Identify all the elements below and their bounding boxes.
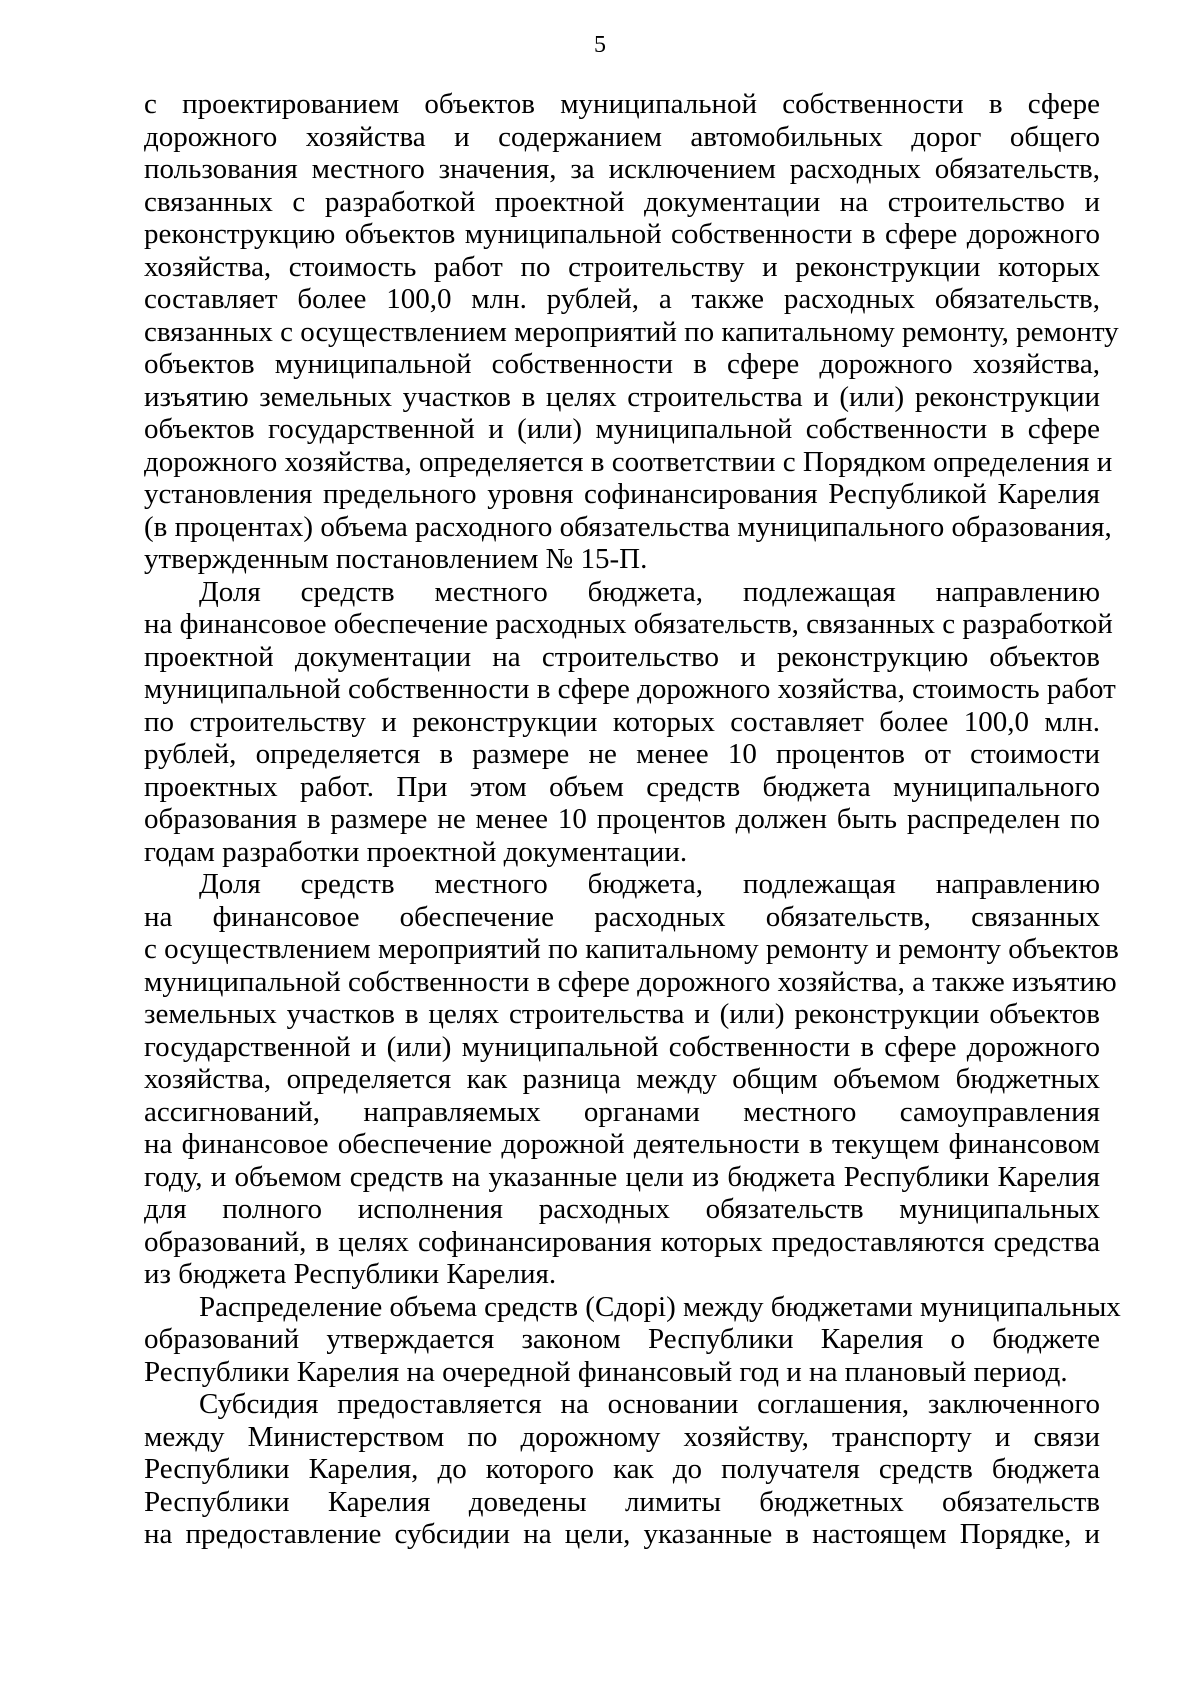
- text-line: Распределение объема средств (Сдорi) между бюджетами муниципальных: [199, 1290, 1121, 1323]
- text-line: муниципальной собственности в сфере дорожного хозяйства, а также изъятию: [144, 965, 1117, 998]
- paragraph-4: [144, 1290, 1121, 1389]
- text-line: образования в размере не менее 10 процентов должен быть распределен по: [144, 803, 1100, 835]
- text-line: дорожного хозяйства и содержанием автомобильных дорог общего: [144, 120, 1100, 153]
- text-line: хозяйства, стоимость работ по строительству и реконструкции которых: [144, 250, 1100, 283]
- text-line: образований утверждается законом Республики Карелия о бюджете: [144, 1323, 1100, 1355]
- text-line: годам разработки проектной документации.: [144, 835, 688, 868]
- text-line: изъятию земельных участков в целях строительства и (или) реконструкции: [144, 380, 1100, 413]
- text-line: проектной документации на строительство и реконструкцию объектов: [144, 640, 1100, 673]
- paragraph-1: [144, 88, 1119, 576]
- text-line: на предоставление субсидии на цели, указанные в настоящем Порядке, и: [144, 1518, 1100, 1550]
- text-line: установления предельного уровня софинансирования Республикой Карелия: [144, 478, 1100, 510]
- paragraph-3: [144, 868, 1119, 1291]
- text-line: на финансовое обеспечение расходных обязательств, связанных: [144, 900, 1100, 933]
- text-line: хозяйства, определяется как разница между общим объемом бюджетных: [144, 1063, 1100, 1095]
- text-line: (в процентах) объема расходного обязательства муниципального образования,: [144, 510, 1112, 543]
- text-line: земельных участков в целях строительства и (или) реконструкции объектов: [144, 998, 1100, 1030]
- text-line: по строительству и реконструкции которых составляет более 100,0 млн.: [144, 705, 1100, 738]
- text-line: образований, в целях софинансирования которых предоставляются средства: [144, 1225, 1100, 1258]
- page-number: 5: [594, 32, 606, 58]
- text-line: связанных с осуществлением мероприятий по капитальному ремонту, ремонту: [144, 315, 1119, 348]
- document-body: [144, 88, 1121, 1551]
- text-line: пользования местного значения, за исключением расходных обязательств,: [144, 153, 1100, 185]
- text-line: связанных с разработкой проектной документации на строительство и: [144, 185, 1100, 218]
- text-line: на финансовое обеспечение дорожной деятельности в текущем финансовом: [144, 1128, 1100, 1160]
- paragraph-2: [144, 575, 1116, 869]
- text-line: рублей, определяется в размере не менее 10 процентов от стоимости: [144, 738, 1100, 770]
- text-line: из бюджета Республики Карелия.: [144, 1258, 557, 1290]
- text-line: с осуществлением мероприятий по капитальному ремонту и ремонту объектов: [144, 933, 1119, 965]
- text-line: объектов государственной и (или) муниципальной собственности в сфере: [144, 413, 1100, 445]
- text-line: дорожного хозяйства, определяется в соответствии с Порядком определения и: [144, 445, 1113, 478]
- text-line: государственной и (или) муниципальной собственности в сфере дорожного: [144, 1030, 1100, 1063]
- text-line: Республики Карелия доведены лимиты бюджетных обязательств: [144, 1485, 1100, 1518]
- text-line: Субсидия предоставляется на основании соглашения, заключенного: [199, 1388, 1100, 1420]
- text-line: для полного исполнения расходных обязательств муниципальных: [144, 1193, 1100, 1225]
- text-line: с проектированием объектов муниципальной собственности в сфере: [144, 88, 1100, 120]
- text-line: Доля средств местного бюджета, подлежащая направлению: [199, 575, 1100, 608]
- text-line: на финансовое обеспечение расходных обязательств, связанных с разработкой: [144, 608, 1113, 640]
- text-line: проектных работ. При этом объем средств бюджета муниципального: [144, 770, 1100, 803]
- text-line: между Министерством по дорожному хозяйству, транспорту и связи: [144, 1420, 1100, 1453]
- text-line: реконструкцию объектов муниципальной собственности в сфере дорожного: [144, 218, 1100, 250]
- text-line: Доля средств местного бюджета, подлежащая направлению: [199, 868, 1100, 900]
- text-line: Республики Карелия, до которого как до получателя средств бюджета: [144, 1453, 1100, 1485]
- text-line: утвержденным постановлением № 15-П.: [144, 543, 648, 575]
- text-line: составляет более 100,0 млн. рублей, а также расходных обязательств,: [144, 283, 1100, 315]
- text-line: муниципальной собственности в сфере дорожного хозяйства, стоимость работ: [144, 673, 1116, 705]
- text-line: ассигнований, направляемых органами местного самоуправления: [144, 1095, 1100, 1128]
- paragraph-5: [144, 1388, 1100, 1551]
- text-line: году, и объемом средств на указанные цели из бюджета Республики Карелия: [144, 1160, 1100, 1193]
- text-line: объектов муниципальной собственности в сфере дорожного хозяйства,: [144, 348, 1100, 380]
- text-line: Республики Карелия на очередной финансовый год и на плановый период.: [144, 1355, 1068, 1388]
